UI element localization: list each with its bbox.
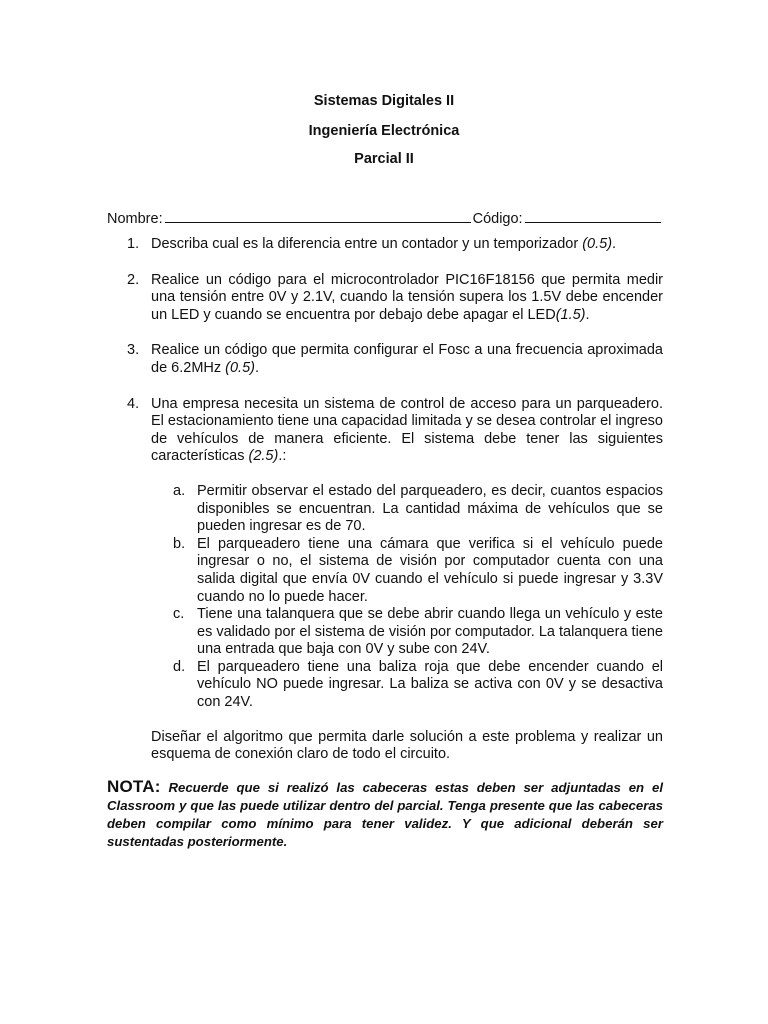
- exam-title: Parcial II: [354, 151, 414, 167]
- question-suffix: .:: [278, 448, 287, 465]
- question-list: [107, 236, 663, 782]
- question-1: [107, 236, 663, 254]
- question-2: [107, 272, 663, 325]
- note-text: Recuerde que si realizó las cabeceras estas deben ser adjuntadas en el Classroom y que las puede utilizar dentro del parcial. Tenga presente que las cabeceras deben compilar como mínimo para tener validez. Y que adicional deberán ser sustentadas posteriormente.: [107, 780, 663, 849]
- item-text: Tiene una talanquera que se debe abrir cuando llega un vehículo y este es validado por el sistema de visión por computador. La talanquera tiene una entrada que baja con 0V y sube con 24V.: [197, 606, 663, 658]
- question-weight: (0.5): [225, 359, 255, 376]
- item-letter: d.: [173, 658, 186, 675]
- question-suffix: .: [612, 236, 617, 252]
- question-text: Realice un código que permita configurar el Fosc a una frecuencia aproximada de 6.2MHz: [151, 342, 663, 376]
- item-letter: a.: [173, 482, 186, 499]
- student-info-line: [107, 208, 663, 228]
- question-suffix: .: [254, 359, 260, 376]
- question-number: 3.: [127, 342, 140, 359]
- question-text: Realice un código para el microcontrolador PIC16F18156 que permita medir una tensión entre 0V y 2.1V, cuando la tensión supera los 1.5V debe encender un LED y cuando se encuentra por debajo debe apagar el LED: [151, 271, 663, 323]
- question-weight: (1.5): [555, 306, 586, 323]
- program-title: Ingeniería Electrónica: [308, 123, 460, 139]
- note-label: NOTA:: [107, 777, 161, 796]
- question-weight: (2.5): [248, 448, 279, 465]
- requirement-item-d: [173, 658, 663, 712]
- question-4: [107, 396, 663, 764]
- note-paragraph: [107, 778, 663, 851]
- question-number: 2.: [127, 271, 140, 288]
- question-text: Describa cual es la diferencia entre un contador y un temporizador: [151, 236, 583, 252]
- requirement-item-c: [173, 606, 663, 659]
- item-text: El parqueadero tiene una baliza roja que debe encender cuando el vehículo NO puede ingresar. La baliza se activa con 0V y se desactiva con 24V.: [197, 658, 663, 711]
- code-label: Código:: [472, 211, 523, 227]
- course-title: Sistemas Digitales II: [313, 93, 455, 109]
- name-blank: [165, 208, 471, 223]
- question-number: 1.: [127, 236, 140, 252]
- item-text: El parqueadero tiene una cámara que verifica si el vehículo puede ingresar o no, el sistema de visión por computador cuenta con una salida digital que envía 0V cuando el vehículo si puede ingresar y 3.3V cuando no lo puede hacer.: [197, 535, 663, 605]
- item-letter: b.: [173, 535, 186, 552]
- code-blank: [525, 208, 661, 223]
- requirements-list: [151, 483, 663, 712]
- item-letter: c.: [173, 606, 185, 623]
- design-instruction: Diseñar el algoritmo que permita darle solución a este problema y realizar un esquema de conexión claro de todo el circuito.: [151, 728, 663, 763]
- requirement-item-a: [173, 482, 663, 536]
- requirement-item-b: [173, 535, 663, 606]
- name-label: Nombre:: [107, 211, 163, 227]
- question-3: [107, 342, 663, 377]
- question-text: Una empresa necesita un sistema de control de acceso para un parqueadero. El estacionamiento tiene una capacidad limitada y se desea controlar el ingreso de vehículos de manera eficiente. El sistema debe tener las siguientes características: [151, 395, 663, 465]
- item-text: Permitir observar el estado del parqueadero, es decir, cuantos espacios disponibles se encuentran. La cantidad máxima de vehículos que se pueden ingresar es de 70.: [197, 482, 663, 535]
- question-number: 4.: [127, 395, 140, 412]
- question-suffix: .: [585, 306, 590, 323]
- question-weight: (0.5): [582, 236, 613, 252]
